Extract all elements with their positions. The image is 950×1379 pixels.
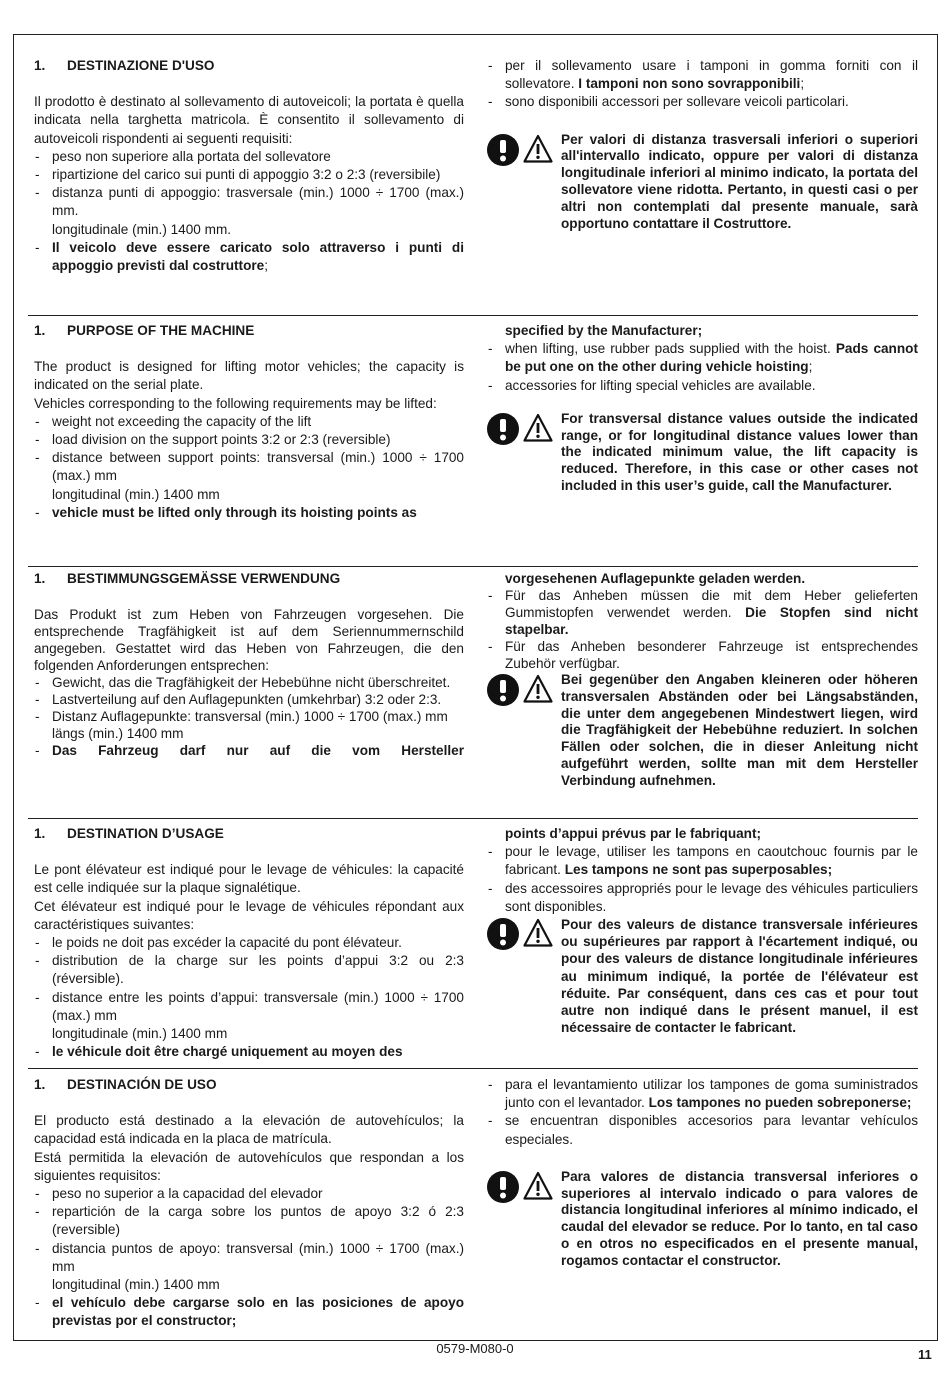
list-item: - Il veicolo deve essere caricato solo attraverso i punti di appoggio previsti dal costruttore; [35, 239, 464, 274]
list-item: - le poids ne doit pas excéder la capacité du pont élévateur. [35, 935, 402, 951]
warning-box [487, 411, 918, 495]
list-item: - distance between support points: transversal (min.) 1000 ÷ 1700 (max.) mm [35, 450, 464, 484]
list-item: - repartición de la carga sobre los puntos de apoyo 3:2 ó 2:3 (reversible) [35, 1204, 464, 1238]
section-heading: 1. DESTINACIÓN DE USO [34, 1077, 217, 1092]
list-item: - distance entre les points d’appui: transversale (min.) 1000 ÷ 1700 (max.) mm [35, 989, 464, 1023]
right-column [487, 57, 918, 232]
section-heading: 1. DESTINAZIONE D'USO [34, 58, 215, 73]
list-item: - Gewicht, das die Tragfähigkeit der Hebebühne nicht überschreitet. [35, 675, 451, 691]
section-divider [28, 818, 918, 819]
list-item: - ripartizione del carico sui punti di appoggio 3:2 o 2:3 (reversibile) [35, 167, 441, 183]
warning-text: Para valores de distancia transversal inferiores o superiores al intervalo indicado o para valores de distancia longitudinal inferiores al mínimo indicado, el caudal del elevador se reduce. Por lo tanto, en tal caso o en otros no especificados en el presente manual, rogamos contactar el constructor. [561, 1168, 918, 1268]
warning-triangle-icon [523, 134, 553, 164]
intro-paragraph: El producto está destinado a la elevación de autovehículos; la capacidad está indicada en la placa de matrícula. [34, 1113, 464, 1147]
warning-box [487, 132, 918, 233]
intro-paragraph: Le pont élévateur est indiqué pour le levage de véhicules: la capacité est celle indiquée sur la plaque signalétique. [34, 862, 464, 896]
exclamation-icon [487, 134, 519, 166]
list-item: - when lifting, use rubber pads supplied with the hoist. Pads cannot be put one on the other during vehicle hoisting; [488, 341, 918, 375]
list-item: - Das Fahrzeug darf nur auf die vom Hersteller [35, 743, 464, 759]
list-item: - para el levantamiento utilizar los tampones de goma suministrados junto con el levantador. Los tampones no pueden sobreponerse; [488, 1077, 918, 1111]
section-heading: 1. PURPOSE OF THE MACHINE [34, 323, 255, 338]
list-item-continuation: longitudinal (min.) 1400 mm [52, 486, 220, 502]
list-item: - peso non superiore alla portata del sollevatore [35, 148, 331, 164]
list-item: - des accessoires appropriés pour le levage des véhicules particuliers sont disponibles. [488, 880, 918, 914]
list-item: - load division on the support points 3:2 or 2:3 (reversible) [35, 432, 391, 448]
left-column [34, 1076, 464, 1331]
list-item: - Für das Anheben müssen die mit dem Heber gelieferten Gummistopfen verwendet werden. Die Stopfen sind nicht stapelbar. [488, 588, 918, 637]
list-item: - per il sollevamento usare i tamponi in gomma forniti con il sollevatore. I tamponi non sono sovrapponibili; [488, 58, 918, 92]
warning-box [487, 916, 918, 1036]
intro-paragraph: Das Produkt ist zum Heben von Fahrzeugen vorgesehen. Die entsprechende Tragfähigkeit ist auf dem Seriennummernschild angegeben. Gestattet wird das Heben von Fahrzeugen, die den folgenden Anforderungen entsprechen: [34, 607, 464, 674]
warning-box [487, 1169, 918, 1270]
left-column [34, 322, 464, 522]
right-column [487, 322, 918, 495]
warning-text: For transversal distance values outside the indicated range, or for longitudinal distance values lower than the indicated minimum value, the lift capacity is reduced. Therefore, in this case or other cases not included in this user’s guide, call the Manufacturer. [561, 410, 918, 493]
list-item: - Für das Anheben besonderer Fahrzeuge ist entsprechendes Zubehör verfügbar. [488, 639, 918, 671]
intro-paragraph: Cet élévateur est indiqué pour le levage de véhicules répondant aux caractéristiques suivantes: [34, 898, 464, 932]
list-item-continuation: vorgesehenen Auflagepunkte geladen werden. [505, 571, 806, 586]
right-column [487, 825, 918, 1036]
exclamation-icon [487, 413, 519, 445]
list-item: - distanza punti di appoggio: trasversale (min.) 1000 ÷ 1700 (max.) mm. [35, 185, 464, 219]
list-item-continuation: längs (min.) 1400 mm [52, 726, 184, 742]
list-item-continuation: longitudinale (min.) 1400 mm [52, 1026, 228, 1042]
list-item-continuation: points d’appui prévus par le fabriquant; [505, 826, 762, 841]
list-item: - peso no superior a la capacidad del elevador [35, 1186, 323, 1202]
exclamation-icon [487, 918, 519, 950]
warning-triangle-icon [523, 674, 553, 704]
section-heading: 1. DESTINATION D’USAGE [34, 826, 224, 841]
list-item-continuation: specified by the Manufacturer; [505, 323, 703, 338]
warning-triangle-icon [523, 1171, 553, 1201]
list-item-continuation: longitudinale (min.) 1400 mm. [52, 221, 232, 237]
warning-text: Per valori di distanza trasversali inferiori o superiori all'intervallo indicato, oppure per valori di distanza longitudinale inferiori al minimo indicato, la portata del sollevatore viene ridotta. Pertanto, in questi casi o per altri non contemplati dal presente manuale, sarà opportuno contattare il Costruttore. [561, 131, 918, 231]
list-item: - Distanz Auflagepunkte: transversal (min.) 1000 ÷ 1700 (max.) mm [35, 709, 448, 725]
list-item: - le véhicule doit être chargé uniquement au moyen des [35, 1044, 403, 1060]
warning-triangle-icon [523, 413, 553, 443]
section-divider [28, 315, 918, 316]
list-item: - weight not exceeding the capacity of the lift [35, 413, 312, 429]
exclamation-icon [487, 1171, 519, 1203]
list-item: - distancia puntos de apoyo: transversal (min.) 1000 ÷ 1700 (max.) mm [35, 1240, 464, 1274]
page-number: 11 [918, 1347, 932, 1362]
list-item: - distribution de la charge sur les points d’appui 3:2 ou 2:3 (réversible). [35, 953, 464, 987]
section-divider [28, 1068, 918, 1069]
intro-paragraph: Está permitida la elevación de autovehículos que respondan a los siguientes requisitos: [34, 1149, 464, 1183]
list-item: - el vehículo debe cargarse solo en las posiciones de apoyo previstas por el constructor; [35, 1295, 464, 1329]
list-item: - sono disponibili accessori per sollevare veicoli particolari. [488, 94, 849, 110]
right-column [487, 1076, 918, 1270]
section-divider [28, 566, 918, 567]
exclamation-icon [487, 674, 519, 706]
section-heading: 1. BESTIMMUNGSGEMÄSSE VERWENDUNG [34, 571, 341, 586]
list-item-continuation: longitudinal (min.) 1400 mm [52, 1277, 220, 1293]
warning-text: Bei gegenüber den Angaben kleineren oder höheren transversalen Abständen oder bei Längsabständen, die unter dem angegebenen Mindestwert liegen, wird die Tragfähigkeit der Hebebühne reduziert. In solchen Fällen oder solchen, die in dieser Anleitung nicht aufgeführt werden, sollte man mit dem Hersteller Verbindung aufnehmen. [561, 672, 918, 788]
list-item: - se encuentran disponibles accesorios para levantar vehículos especiales. [488, 1113, 918, 1147]
warning-text: Pour des valeurs de distance transversale inférieures ou supérieures par rapport à l'écartement indiqué, ou pour des valeurs de distance longitudinale inférieures au minimum indiqué, la portée de l'élévateur est réduite. Par conséquent, dans ces cas et pour tout autre non indiqué dans le présent manuel, il est nécessaire de contacter le fabricant. [561, 917, 918, 1036]
left-column [34, 570, 464, 759]
list-item: - pour le levage, utiliser les tampons en caoutchouc fournis par le fabricant. Les tampons ne sont pas superposables; [488, 844, 918, 878]
left-column [34, 825, 464, 1061]
intro-paragraph: The product is designed for lifting motor vehicles; the capacity is indicated on the serial plate. [34, 359, 464, 393]
document-code: 0579-M080-0 [436, 1341, 514, 1356]
intro-paragraph: Il prodotto è destinato al sollevamento di autoveicoli; la portata è quella indicata nella targhetta matricola. È consentito il sollevamento di autoveicoli rispondenti ai seguenti requisiti: [34, 94, 464, 146]
right-column [487, 570, 918, 790]
warning-box [487, 672, 918, 790]
list-item: - Lastverteilung auf den Auflagepunkten (umkehrbar) 3:2 oder 2:3. [35, 692, 442, 708]
list-item: - vehicle must be lifted only through its hoisting points as [35, 504, 417, 520]
list-item: - accessories for lifting special vehicles are available. [488, 377, 816, 393]
intro-paragraph: Vehicles corresponding to the following requirements may be lifted: [34, 395, 437, 411]
left-column [34, 57, 464, 275]
warning-triangle-icon [523, 918, 553, 948]
